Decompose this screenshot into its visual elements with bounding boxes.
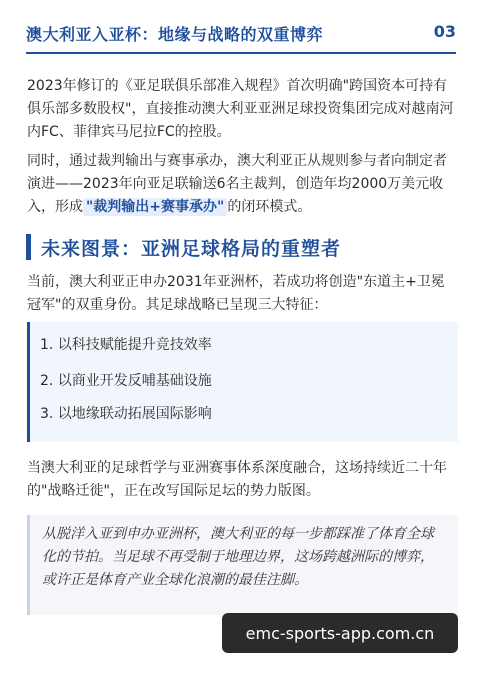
paragraph-referee-export: [27, 150, 457, 219]
page-title: 澳大利亚入亚杯：地缘与战略的双重博弈: [26, 25, 324, 44]
feature-list: [27, 322, 458, 442]
site-watermark: emc-sports-app.com.cn: [222, 613, 458, 653]
section-heading: [26, 233, 341, 261]
paragraph-referee-export-text: 同时，通过裁判输出与赛事承办，澳大利亚正从规则参与者向制定者演进——2023年向亚足联输送6名主裁判，创造年均2000万美元收入，形成: [27, 153, 447, 215]
highlight-closed-loop: "裁判输出+赛事承办": [83, 198, 227, 216]
paragraph-referee-export-tail: 的闭环模式。: [227, 199, 312, 215]
closing-quote: [27, 515, 458, 615]
closing-quote-text: 从脱洋入亚到申办亚洲杯，澳大利亚的每一步都踩准了体育全球化的节拍。当足球不再受制于地理边界，这场跨越洲际的博弈，或许正是体育产业全球化浪潮的最佳注脚。: [42, 526, 434, 588]
section-accent-bar: [26, 234, 31, 260]
page-header: [0, 0, 482, 60]
feature-item-3: 3. 以地缘联动拓展国际影响: [40, 406, 212, 422]
paragraph-regulation: 2023年修订的《亚足联俱乐部准入规程》首次明确"跨国资本可持有俱乐部多数股权"，直接推动澳大利亚亚洲足球投资集团完成对越南河内FC、菲律宾马尼拉FC的控股。: [27, 78, 454, 140]
section-title: 未来图景：亚洲足球格局的重塑者: [41, 237, 342, 260]
feature-item-2: 2. 以商业开发反哺基础设施: [40, 373, 212, 389]
paragraph-strategic-migration: 当澳大利亚的足球哲学与亚洲赛事体系深度融合，这场持续近二十年的"战略迁徙"，正在改写国际足坛的势力版图。: [27, 460, 447, 499]
page-number: 03: [433, 22, 456, 41]
feature-item-1: 1. 以科技赋能提升竞技效率: [40, 337, 212, 353]
paragraph-asian-cup-bid: 当前，澳大利亚正申办2031年亚洲杯，若成功将创造"东道主+卫冕冠军"的双重身份。其足球战略已呈现三大特征：: [27, 274, 445, 313]
header-divider: [26, 52, 456, 54]
